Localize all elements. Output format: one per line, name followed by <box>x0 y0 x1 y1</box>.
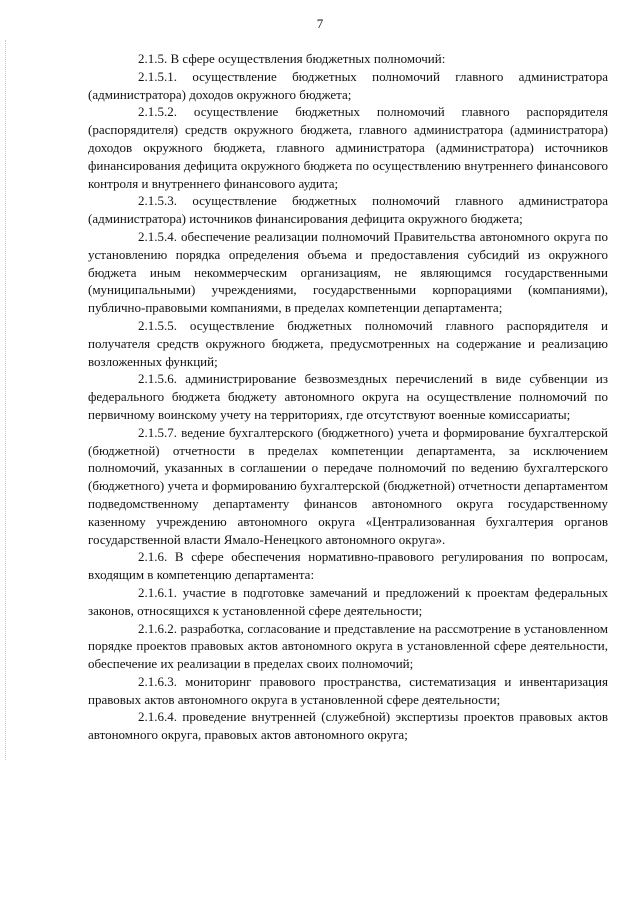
paragraph-2-1-5: 2.1.5. В сфере осуществления бюджетных полномочий: <box>138 51 446 66</box>
paragraph-2-1-5-4: 2.1.5.4. обеспечение реализации полномочий Правительства автономного округа по установлению порядка определения объема и предоставления субсидий из окружного бюджета иным некоммерческим организациям, не являющимся государственными (муниципальными) учреждениями, государственными корпорациями (компаниями), публично-правовыми компаниями, в пределах компетенции департамента; <box>88 228 608 316</box>
paragraph-2-1-6-4: 2.1.6.4. проведение внутренней (служебной) экспертизы проектов правовых актов автономного округа, правовых актов автономного округа; <box>88 709 608 743</box>
paragraph-2-1-5-1: 2.1.5.1. осуществление бюджетных полномочий главного администратора (администратора) доходов окружного бюджета; <box>88 68 608 102</box>
paragraph-2-1-6-3: 2.1.6.3. мониторинг правового пространства, систематизация и инвентаризация правовых актов автономного округа в установленной сфере деятельности; <box>88 673 608 707</box>
paragraph-2-1-5-3: 2.1.5.3. осуществление бюджетных полномочий главного администратора (администратора) источников финансирования дефицита окружного бюджета; <box>88 193 608 227</box>
paragraph-2-1-6: 2.1.6. В сфере обеспечения нормативно-правового регулирования по вопросам, входящим в компетенцию департамента: <box>88 549 608 583</box>
paragraph-2-1-5-6: 2.1.5.6. администрирование безвозмездных перечислений в виде субвенции из федерального бюджета бюджету автономного округа на осуществление полномочий по первичному воинскому учету на территориях, где отсутствуют военные комиссариаты; <box>88 371 608 422</box>
paragraph-2-1-5-5: 2.1.5.5. осуществление бюджетных полномочий главного распорядителя и получателя средств окружного бюджета, предусмотренных на содержание и реализацию возложенных функций; <box>88 317 608 369</box>
page-number: 7 <box>316 16 324 31</box>
paragraph-2-1-5-2: 2.1.5.2. осуществление бюджетных полномочий главного распорядителя (распорядителя) средств окружного бюджета, главного администратора (администратора) доходов окружного бюджета, главного администратора (администратора) источников финансирования дефицита окружного бюджета по осуществлению внутреннего финансового контроля и внутреннего финансового аудита; <box>88 104 608 191</box>
paragraph-2-1-6-1: 2.1.6.1. участие в подготовке замечаний и предложений к проектам федеральных законов, относящихся к установленной сфере деятельности; <box>88 584 608 618</box>
paragraph-2-1-6-2: 2.1.6.2. разработка, согласование и представление на рассмотрение в установленном порядке проектов правовых актов автономного округа в установленной сфере деятельности, обеспечение их реализации в пределах своих полномочий; <box>88 620 608 672</box>
document-body <box>88 50 608 744</box>
margin-dotted-line <box>5 40 7 760</box>
paragraph-2-1-5-7: 2.1.5.7. ведение бухгалтерского (бюджетного) учета и формирование бухгалтерской (бюджетной) отчетности в пределах компетенции департамента, за исключением полномочий, указанных в соглашении о передаче полномочий по ведению бухгалтерского (бюджетного) учета и формированию бухгалтерской (бюджетной) отчетности департаментом подведомственному департаменту финансов автономного округа государственному казенному учреждению автономного округа «Централизованная бухгалтерия органов государственной власти Ямало-Ненецкого автономного округа». <box>88 424 608 547</box>
